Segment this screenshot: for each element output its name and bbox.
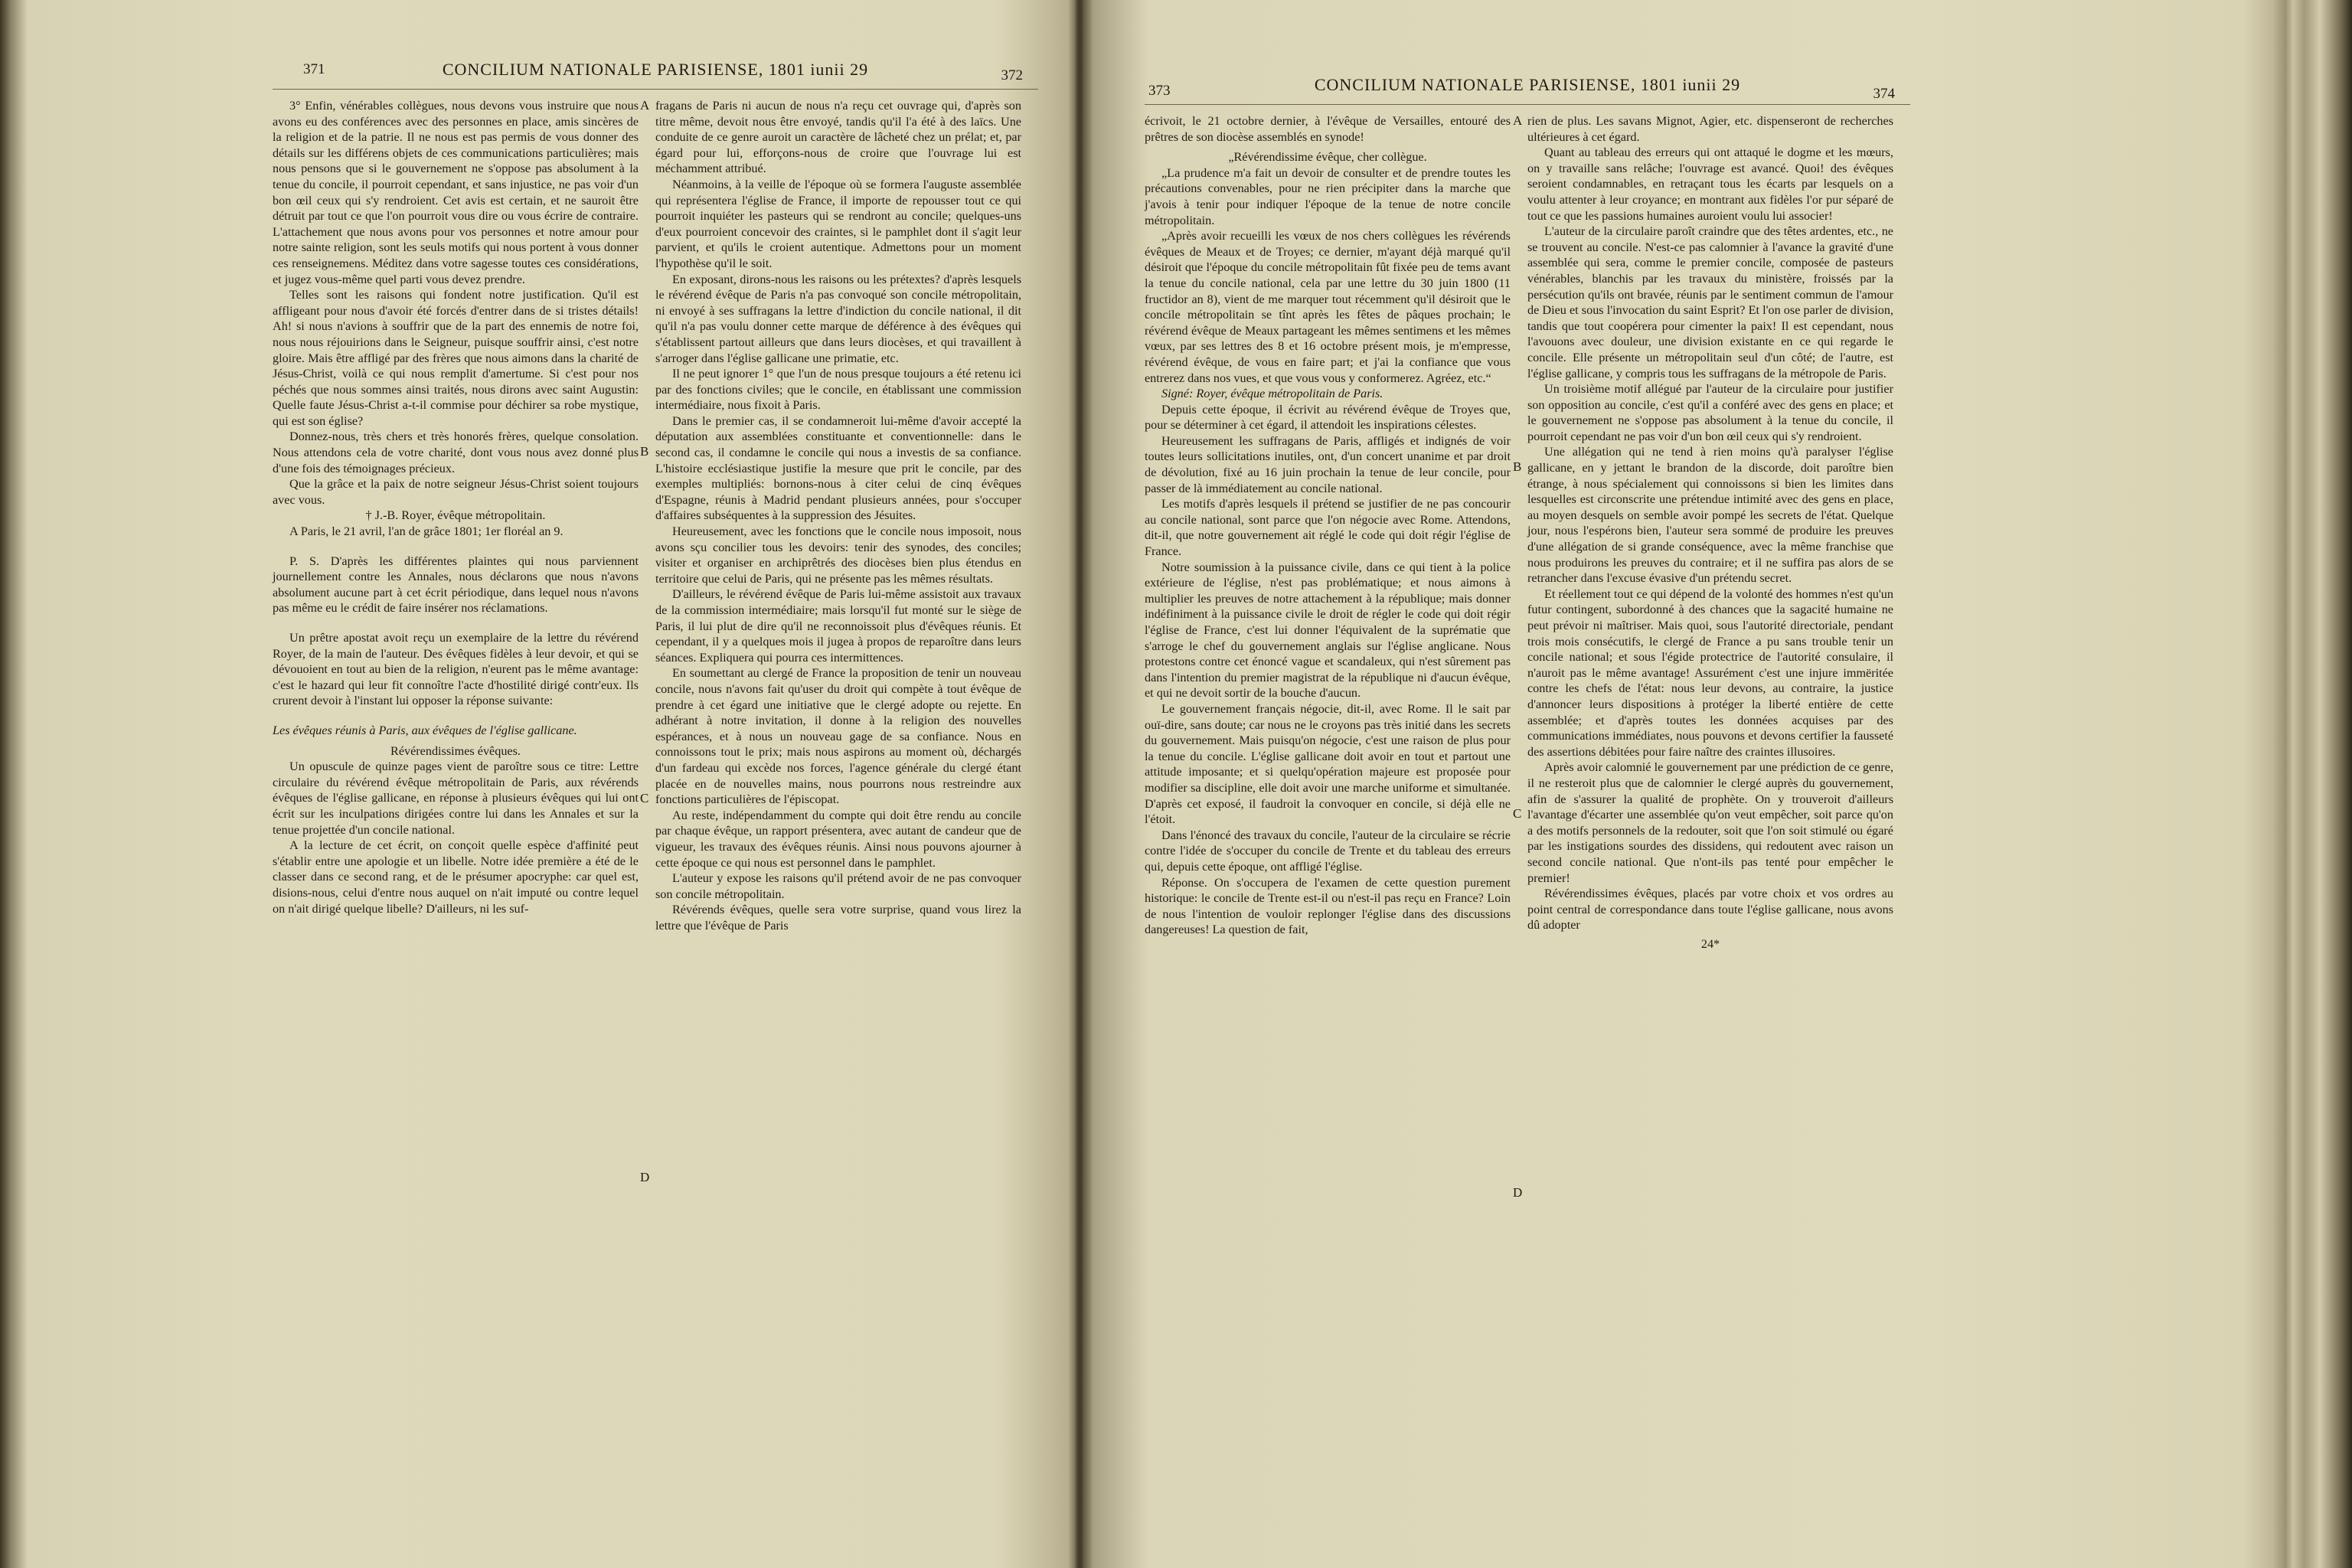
left-page <box>273 54 1038 1508</box>
paragraph: D'ailleurs, le révérend évêque de Paris lui-même assistoit aux travaux de la commission intermédiaire; mais lorsqu'il fut monté sur le siège de Paris, il lui plut de dire qu'il ne reconnoissoit plus d'évêques réunis. Et cependant, il y a quelques mois il jugea à propos de reparoître dans leurs séances. Expliquera qui pourra ces intermittences. <box>655 587 1021 665</box>
column-371 <box>273 98 639 916</box>
column-373 <box>1145 113 1511 938</box>
margin-marker: B <box>1513 459 1522 474</box>
paragraph: Révérendissimes évêques, placés par votre choix et vos ordres au point central de correspondance dans toute l'église gallicane, nous avons dû adopter <box>1527 887 1893 933</box>
signature-mark: 24* <box>1700 936 1720 951</box>
paragraph: Un prêtre apostat avoit reçu un exemplaire de la lettre du révérend Royer, de la main de l'auteur. Des évêques fidèles à leur devoir, et qui se dévouoient en tout au bien de la religion, n'eurent pas le même avantage: c'est le hazard qui leur fit connoître l'acte d'hostilité dirigé contr'eux. Ils crurent devoir à l'instant lui opposer la réponse suivante: <box>273 631 639 708</box>
paragraph: Et réellement tout ce qui dépend de la volonté des hommes n'est qu'un futur contingent, subordonné à des chances que la sagacité humaine ne peut prévoir ni maîtriser. Mais quoi, sous l'autorité directoriale, pendant trois mois consécutifs, le clergé de France a pu sans trouble tenir un concile national; et sous l'égide protectrice de l'autorité consulaire, il n'auroit pas le même avantage! Assurément c'est une injure immëritée contre les chefs de l'état: nous leur devons, au contraire, la justice d'annoncer leurs dispositions à protéger la liberté entière de cette assemblée; et d'après toutes les données acquises par des communications immédiates, nous pouvons et devons certifier la fausseté des assertions débitées pour faire naître des craintes illusoires. <box>1527 586 1893 759</box>
salutation: „Révérendissime évêque, cher collègue. <box>1228 150 1427 165</box>
page-number-374: 374 <box>1873 86 1895 102</box>
margin-marker: C <box>640 791 649 805</box>
paragraph: Un troisième motif allégué par l'auteur de la circulaire pour justifier son opposition au concile, c'est qu'il a conféré avec des gens en place; et le gouvernement ne s'oppose pas absolument à la tenue du concile, il pourroit cependant ne pas voir d'un bon œil ceux qui s'y rendroient. <box>1527 382 1893 443</box>
paragraph: Un opuscule de quinze pages vient de paroître sous ce titre: Lettre circulaire du révérend évêque métropolitain de Paris, aux révérends évêques de l'église gallicane, en réponse à plusieurs évêques qui lui ont écrit sur les inculpations dirigées contre lui dans les Annales et sur la tenue projettée d'un concile national. <box>273 760 639 837</box>
paragraph: Le gouvernement français négocie, dit-il, avec Rome. Il le sait par ouï-dire, sans doute; car nous ne le croyons pas très initié dans les secrets du gouvernement. Mais puisqu'on négocie, c'est une raison de plus pour la tenue du concile. L'église gallicane doit avoir en tout et partout une attitude imposante; et si quelqu'opération majeure est proposée pour modifier sa discipline, elle doit avoir une marche uniforme et simultanée. D'après cet exposé, il faudroit la convoquer en concile, si déjà elle ne l'étoit. <box>1145 701 1511 827</box>
paragraph: Dans le premier cas, il se condamneroit lui-même d'avoir accepté la députation aux assemblées constituante et conventionnelle: dans le second cas, il condamne le concile qui nous a investis de sa confiance. L'histoire ecclésiastique justifie la mesure que prit le concile, par des exemples multipliés: bornons-nous à citer celui de cinq évêques d'Espagne, réunis à Madrid pendant plusieurs années, pour s'occuper d'affaires subséquentes à la suppression des Jésuites. <box>655 413 1021 523</box>
paragraph: Telles sont les raisons qui fondent notre justification. Qu'il est affligeant pour nous d'avoir été forcés d'entrer dans de si tristes détails! Ah! si nous n'avions à souffrir que de la part des ennemis de notre foi, nous nous réjouirions dans le Seigneur, puisque souffrir ainsi, c'est notre gloire. Mais être affligé par des frères que nous aimons dans la charité de Jésus-Christ, voilà ce qui nous remplit d'amertume. Si c'est pour nos péchés que nous sommes ainsi traités, nous dirons avec saint Augustin: Quelle faute Jésus-Christ a-t-il commise pour déchirer sa robe mystique, qui est son église? <box>273 288 639 428</box>
signature: † J.-B. Royer, évêque métropolitain. <box>365 508 546 523</box>
paragraph: Il ne peut ignorer 1° que l'un de nous presque toujours a été retenu ici par des fonctions civiles; que le concile, en établissant une commission intermédiaire, nous fixoit à Paris. <box>655 367 1021 413</box>
paragraph: Quant au tableau des erreurs qui ont attaqué le dogme et les mœurs, on y travaille sans relâche; l'ouvrage est avancé. Quoi! des évêques seroient condamnables, en retraçant tous les écarts par lesquels on a voulu attenter à leur croyance; en montrant aux fidèles l'or pur séparé de tout ce que les passions humaines auroient voulu lui associer! <box>1527 145 1893 223</box>
right-page-columns <box>1145 113 1910 1524</box>
page-number-371: 371 <box>303 61 325 77</box>
page-number-372: 372 <box>1001 67 1023 83</box>
margin-marker: C <box>1513 806 1522 821</box>
paragraph: Depuis cette époque, il écrivit au révérend évêque de Troyes que, pour se déterminer à cet égard, il attendoit les inspirations célestes. <box>1145 402 1511 433</box>
left-page-columns <box>273 98 1038 1508</box>
paragraph: Réponse. On s'occupera de l'examen de cette question purement historique: le concile de Trente est-il ou n'est-il pas reçu en France? Loin de nous l'intention de vouloir replonger l'église dans des discussions dangereuses! La question de fait, <box>1145 875 1511 937</box>
dateline: A Paris, le 21 avril, l'an de grâce 1801; 1er floréal an 9. <box>289 524 564 539</box>
paragraph: A la lecture de cet écrit, on conçoit quelle espèce d'affinité peut s'établir entre une apologie et un libelle. Notre idée première a été de le classer dans ce second rang, et de le présumer apocryphe: car quel est, disions-nous, celui d'entre nous auquel on n'ait imputé ou contre lequel on n'ait dirigé quelque libelle? D'ailleurs, ni les suf- <box>273 838 639 916</box>
salutation: Révérendissimes évêques. <box>390 743 521 758</box>
paragraph: Heureusement, avec les fonctions que le concile nous imposoit, nous avons sçu concilier tous les devoirs: tenir des synodes, des conciles; visiter et organiser en archiprêtrés des diocèses bien plus étendus en territoire que celui de Paris, qui ne présente pas les mêmes résultats. <box>655 524 1021 586</box>
paragraph: Les motifs d'après lesquels il prétend se justifier de ne pas concourir au concile national, sont parce que l'on négocie avec Rome. Attendons, dit-il, que notre gouvernement ait réglé le code qui doit régir l'église de France. <box>1145 497 1511 559</box>
paragraph: écrivoit, le 21 octobre dernier, à l'évêque de Versailles, entouré des prêtres de son diocèse assemblés en synode! <box>1145 114 1511 144</box>
paragraph: „La prudence m'a fait un devoir de consulter et de prendre toutes les précautions convenables, pour ne rien précipiter dans la marche que j'avois à tenir pour indiquer l'époque de la tenue de notre concile métropolitain. <box>1145 165 1511 227</box>
margin-marker: D <box>640 1170 650 1184</box>
paragraph: Au reste, indépendamment du compte qui doit être rendu au concile par chaque évêque, un rapport présentera, avec autant de candeur que de vigueur, les travaux des évêques réunis. Ainsi nous pouvons ajourner à cette époque ce qui nous est personnel dans le pamphlet. <box>655 808 1021 870</box>
paragraph: Dans l'énoncé des travaux du concile, l'auteur de la circulaire se récrie contre l'idée de s'occuper du concile de Trente et du tableau des erreurs qui, depuis cette époque, ont affligé l'église. <box>1145 828 1511 874</box>
paragraph: L'auteur y expose les raisons qu'il prétend avoir de ne pas convoquer son concile métropolitain. <box>655 871 1021 901</box>
paragraph: En exposant, dirons-nous les raisons ou les prétextes? d'après lesquels le révérend évêque de Paris n'a pas convoqué son concile métropolitain, ni envoyé à ses suffragans la lettre d'indiction du concile national, il dit qu'il n'a pas voulu donner cette marque de déférence à des évêques qui s'établissent partout ailleurs que dans leurs diocèses, et qui travaillent à s'arroger dans l'église gallicane une primatie, etc. <box>655 272 1021 365</box>
paragraph: Après avoir calomnié le gouvernement par une prédiction de ce genre, il ne resteroit plus que de calomnier le clergé auprès du gouvernement, afin de s'assurer la qualité de prophète. On y trouveroit d'ailleurs l'avantage d'écarter une assemblée qu'on veut empêcher, soit parce qu'on a des motifs personnels de la redouter, soit que l'on soit stimulé ou égaré par les instigations sourdes des dissidens, qui redoutent avec raison un second concile national. Que n'ont-ils pas tenté pour empêcher le premier! <box>1527 760 1893 885</box>
signature: Signé: Royer, évêque métropolitain de Paris. <box>1161 387 1383 401</box>
right-page-header <box>1145 69 1910 105</box>
margin-marker: B <box>640 444 649 459</box>
margin-marker: D <box>1513 1185 1523 1200</box>
paragraph: rien de plus. Les savans Mignot, Agier, etc. dispenseront de recherches ultérieures à cet égard. <box>1527 114 1893 144</box>
section-heading: Les évêques réunis à Paris, aux évêques de l'église gallicane. <box>273 723 577 737</box>
postscript: P. S. D'après les différentes plaintes qui nous parviennent journellement contre les Annales, nous déclarons que nous n'avons absolument aucune part à cet écrit périodique, dans lequel nous n'avons pas même eu le crédit de faire insérer nos réclamations. <box>273 554 639 616</box>
paragraph: Que la grâce et la paix de notre seigneur Jésus-Christ soient toujours avec vous. <box>273 477 639 507</box>
paragraph: Heureusement les suffragans de Paris, affligés et indignés de voir toutes leurs sollicitations inutiles, ont, d'un concert unanime et par droit de dévolution, fixé au 16 juin prochain la tenue de leur concile, pour passer de là immédiatement au concile national. <box>1145 433 1511 495</box>
paragraph: Une allégation qui ne tend à rien moins qu'à paralyser l'église gallicane, en y jettant le brandon de la discorde, doit paroître bien étrange, à nous spécialement qui connoissons si bien les limites dans lesquelles est circonscrite une prétendue intimité avec des gens en place, au moyen desquels on semble avoir pompé les secrets de l'état. Quelque jour, nous l'espérons bien, l'auteur sera sommé de produire les preuves d'une allégation de si grande conséquence, avec la même franchise que nous produirons les preuves du contraire; et il ne suffira pas alors de se retrancher dans l'excuse évasive d'un prétendu secret. <box>1527 445 1893 586</box>
column-372 <box>655 98 1021 933</box>
margin-marker: A <box>1513 113 1523 128</box>
book-gutter <box>1075 0 1083 1568</box>
paragraph: Néanmoins, à la veille de l'époque où se formera l'auguste assemblée qui représentera l'église de France, il importe de repousser tout ce qui pourroit inquiéter les pasteurs qui se rendront au concile; quelques-uns d'eux pourroient concevoir des craintes, si le pamphlet dont il s'agit leur parvient, et qu'ils le croient autentique. Admettons pour un moment l'hypothèse qu'il le soit. <box>655 177 1021 270</box>
margin-marker: A <box>640 98 650 113</box>
running-title: CONCILIUM NATIONALE PARISIENSE, 1801 iunii 29 <box>1314 75 1741 94</box>
column-374 <box>1527 113 1893 952</box>
paragraph: Révérends évêques, quelle sera votre surprise, quand vous lirez la lettre que l'évêque de Paris <box>655 903 1021 933</box>
paragraph: 3° Enfin, vénérables collègues, nous devons vous instruire que nous avons eu des conférences avec des personnes en place, amis sincères de la religion et de la patrie. Il ne nous est pas permis de vous donner des détails sur les différens objets de ces communications particulières; mais nous pensons que si le gouvernement ne s'oppose pas absolument à la tenue du concile, il pourroit cependant, et sans injustice, ne pas voir d'un bon œil ceux qui s'y rendroient. Cet avis est certain, et ne sauroit être détruit par tout ce que l'on pourroit vous dire ou vous écrire de contraire. L'attachement que nous avons pour vos personnes et notre amour pour notre sainte religion, sont les seuls motifs qui nous portent à vous donner ces renseignemens. Méditez dans votre sagesse toutes ces considérations, et jugez vous-même quel parti vous devez prendre. <box>273 99 639 286</box>
left-page-header <box>273 54 1038 90</box>
paragraph: Notre soumission à la puissance civile, dans ce qui tient à la police extérieure de l'église, n'est pas problématique; et nous aimons à multiplier les preuves de notre attachement à la république; mais donner indéfiniment à la puissance civile le droit de régler le code qui doit régir l'église de France, c'est lui donner l'équivalent de la suprématie que s'arroge le chef du gouvernement anglais sur l'église anglicane. Nous protestons contre cet énoncé vague et scandaleux, qui n'est sûrement pas dans l'intention du premier magistrat de la république ni d'aucun évêque, et qui ne devoit sortir de la bouche d'aucun. <box>1145 560 1511 701</box>
paragraph: „Après avoir recueilli les vœux de nos chers collègues les révérends évêques de Meaux et de Troyes; ce dernier, m'ayant déjà marqué qu'il désiroit que l'époque du concile métropolitain fût fixée peu de tems avant la tenue du concile national, cela par une lettre du 30 juin 1800 (11 fructidor an 8), vient de me marquer tout récemment qu'il désiroit que le concile métropolitain se tînt après les fêtes de pâques prochain; le révérend évêque de Meaux partageant les mêmes sentimens et les mêmes vœux, par ses lettres des 8 et 16 octobre présent mois, je m'empresse, révérend évêque, de vous en faire part; et j'ai la confiance que vous entrerez dans nos vues, et que vous vous y conformerez. Agréez, etc.“ <box>1145 229 1511 385</box>
right-page <box>1145 69 1910 1524</box>
page-number-373: 373 <box>1148 83 1171 99</box>
paragraph: L'auteur de la circulaire paroît craindre que des têtes ardentes, etc., ne se trouvent au concile. N'est-ce pas calomnier à l'avance la gravité d'une assemblée qui sera, comme le premier concile, composée de pasteurs vénérables, blanchis par les travaux du ministère, froissés par la persécution qu'ils ont bravée, réunis par le sentiment commun de l'amour de Dieu et sous l'invocation du saint Esprit? Et l'on ose parler de division, tandis que tout coopérera pour cimenter la paix! Il est cependant, nous l'avouons avec douleur, une division existante en ce qui regarde le concile. Elle présente un métropolitain seul d'un côté; de l'autre, est l'église gallicane, y compris tous les suffragans de la métropole de Paris. <box>1527 224 1893 381</box>
running-title: CONCILIUM NATIONALE PARISIENSE, 1801 iunii 29 <box>442 60 869 79</box>
paragraph: Donnez-nous, très chers et très honorés frères, quelque consolation. Nous attendons cela de votre charité, dont vous nous avez donné plus d'une fois des témoignages précieux. <box>273 430 639 475</box>
paragraph: fragans de Paris ni aucun de nous n'a reçu cet ouvrage qui, d'après son titre même, devoit nous être envoyé, tandis qu'il l'a été à des laïcs. Une conduite de ce genre auroit un caractère de lâcheté chez un prélat; et, par égard pour lui, efforçons-nous de croire que l'ouvrage lui est méchamment attribué. <box>655 99 1021 176</box>
paragraph: En soumettant au clergé de France la proposition de tenir un nouveau concile, nous n'avons fait qu'user du droit qui compète à tout évêque de prendre à cet égard une initiative que le clergé adopte ou rejette. En adhérant à notre invitation, il donne à la religion des nouvelles espérances, et à nous un nouveau gage de sa confiance. Nous en connoissons tout le prix; mais nous aspirons au moment où, déchargés d'un fardeau qui excède nos forces, l'agence générale du clergé étant placée en de nouvelles mains, nous pourrons nous restreindre aux fonctions particulières de l'épiscopat. <box>655 666 1021 807</box>
